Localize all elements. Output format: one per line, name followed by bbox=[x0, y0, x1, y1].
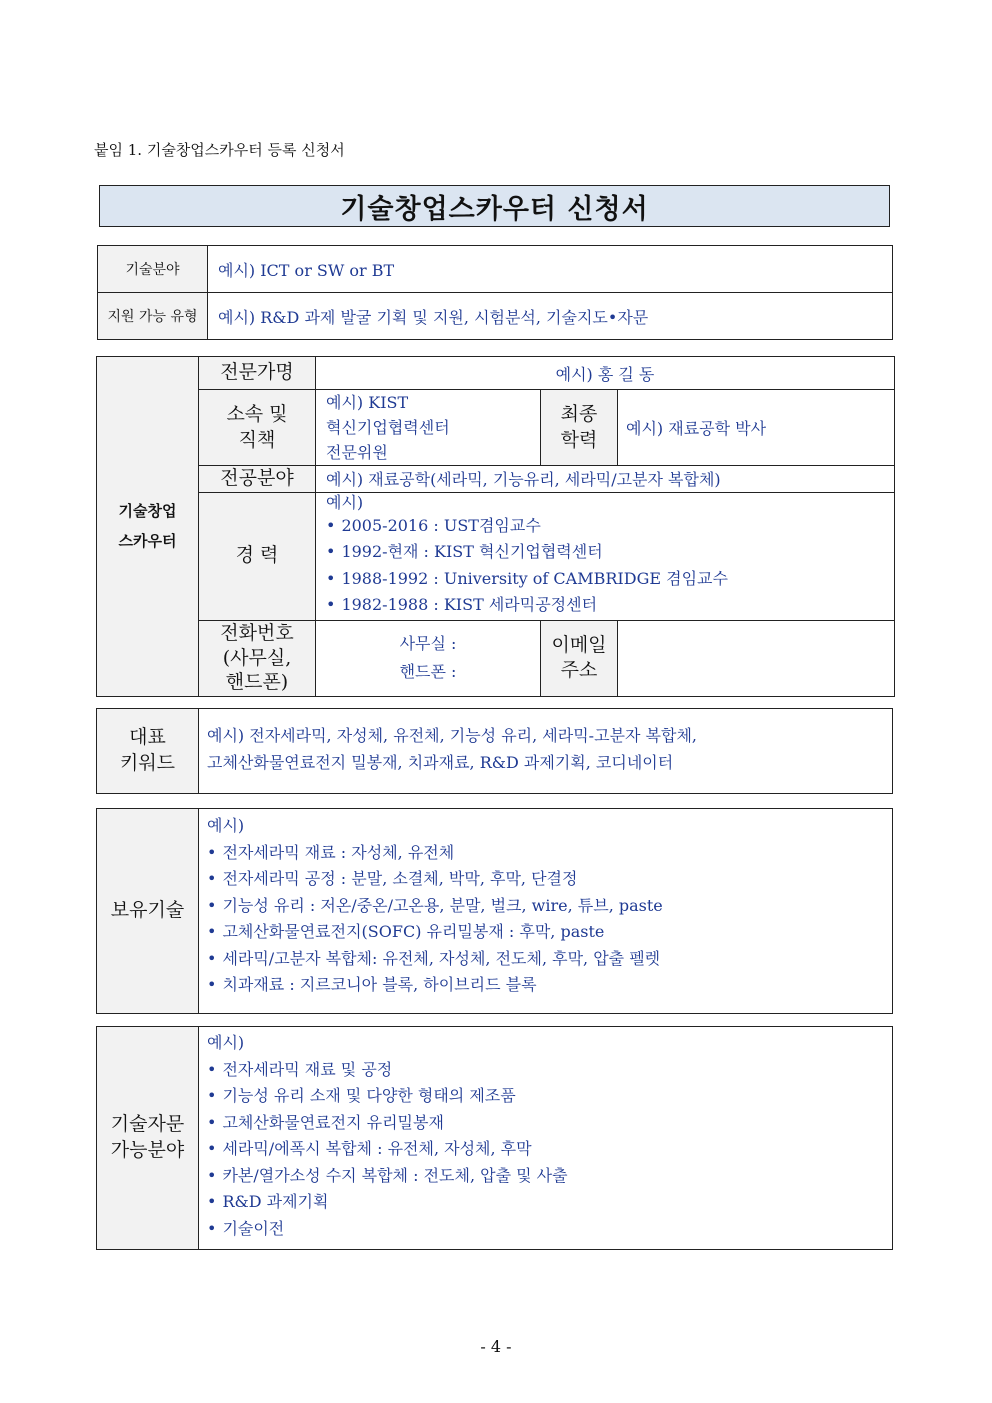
bullet-icon: • bbox=[207, 1139, 217, 1158]
affiliation-value bbox=[316, 390, 541, 466]
career-item: • 1992-현재 : KIST 혁신기업협력센터 bbox=[326, 542, 603, 562]
consult-item: • 기능성 유리 소재 및 다양한 형태의 제조품 bbox=[207, 1086, 516, 1105]
degree-label bbox=[541, 390, 618, 466]
affiliation-line: 전문위원 bbox=[326, 443, 388, 462]
mobile-phone-label: 핸드폰 : bbox=[399, 662, 457, 682]
bullet-icon: • bbox=[207, 1165, 217, 1185]
consult-item: • R&D 과제기획 bbox=[207, 1192, 329, 1211]
owned-tech-item: • 세라믹/고분자 복합체: 유전체, 자성체, 전도체, 후막, 압출 펠렛 bbox=[207, 948, 661, 968]
phone-label bbox=[199, 620, 316, 696]
tech-field-label: 기술분야 bbox=[98, 246, 208, 293]
consult-item: • 기술이전 bbox=[207, 1218, 285, 1238]
email-label-line2: 주소 bbox=[560, 659, 598, 682]
office-phone-label: 사무실 : bbox=[399, 634, 457, 654]
phone-label-line1: 전화번호 bbox=[220, 622, 294, 645]
bullet-icon: • bbox=[207, 1059, 217, 1079]
bullet-icon: • bbox=[207, 975, 217, 994]
career-label: 경 력 bbox=[199, 492, 316, 620]
owned-tech-table bbox=[96, 808, 893, 1014]
keywords-line: 예시) 전자세라믹, 자성체, 유전체, 기능성 유리, 세라믹-고분자 복합체, bbox=[207, 726, 697, 745]
name-label: 전문가명 bbox=[199, 357, 316, 390]
owned-tech-value bbox=[199, 809, 893, 1014]
owned-tech-label: 보유기술 bbox=[97, 809, 199, 1014]
career-intro: 예시) bbox=[326, 492, 364, 512]
consult-item: • 세라믹/에폭시 복합체 : 유전체, 자성체, 후막 bbox=[207, 1139, 532, 1158]
phone-label-line2: (사무실, bbox=[222, 646, 292, 669]
affiliation-line: 혁신기업협력센터 bbox=[326, 418, 450, 437]
career-value bbox=[316, 492, 895, 620]
career-item: • 1982-1988 : KIST 세라믹공정센터 bbox=[326, 595, 598, 615]
affiliation-label-line1: 소속 및 bbox=[226, 402, 288, 425]
tech-field-value: 예시) ICT or SW or BT bbox=[208, 246, 893, 293]
bullet-icon: • bbox=[326, 568, 336, 588]
keywords-label-line2: 키워드 bbox=[119, 752, 176, 774]
affiliation-line: 예시) KIST bbox=[326, 393, 409, 412]
owned-tech-item: • 치과재료 : 지르코니아 블록, 하이브리드 블록 bbox=[207, 975, 537, 994]
phone-value bbox=[316, 620, 541, 696]
affiliation-label-line2: 직책 bbox=[238, 428, 276, 451]
owned-tech-item: • 고체산화물연료전지(SOFC) 유리밀봉재 : 후막, paste bbox=[207, 922, 605, 941]
career-item: • 1988-1992 : University of CAMBRIDGE 겸임교수 bbox=[326, 568, 728, 588]
bullet-icon: • bbox=[207, 922, 217, 941]
owned-tech-item: • 전자세라믹 재료 : 자성체, 유전체 bbox=[207, 842, 455, 862]
email-label-line1: 이메일 bbox=[551, 633, 607, 656]
scouter-label-line1: 기술창업 bbox=[118, 502, 177, 521]
degree-label-line2: 학력 bbox=[560, 428, 598, 451]
owned-tech-intro: 예시) bbox=[207, 816, 245, 835]
email-value bbox=[618, 620, 895, 696]
tech-field-table bbox=[97, 245, 893, 340]
bullet-icon: • bbox=[207, 1112, 217, 1132]
consult-value bbox=[199, 1027, 893, 1250]
consult-label-line1: 기술자문 bbox=[110, 1113, 185, 1136]
scouter-section-label bbox=[97, 357, 199, 697]
phone-label-line3: 핸드폰) bbox=[225, 671, 289, 694]
bullet-icon: • bbox=[207, 869, 217, 888]
scouter-table bbox=[96, 356, 895, 697]
affiliation-label bbox=[199, 390, 316, 466]
consult-label-line2: 가능분야 bbox=[110, 1139, 185, 1161]
consult-item: • 카본/열가소성 수지 복합체 : 전도체, 압출 및 사출 bbox=[207, 1165, 568, 1185]
consult-label bbox=[97, 1027, 199, 1250]
scouter-label-line2: 스카우터 bbox=[118, 532, 177, 551]
degree-label-line1: 최종 bbox=[560, 402, 598, 425]
consult-item: • 고체산화물연료전지 유리밀봉재 bbox=[207, 1112, 444, 1132]
bullet-icon: • bbox=[207, 842, 217, 862]
bullet-icon: • bbox=[326, 515, 336, 535]
keywords-value bbox=[199, 709, 893, 794]
major-value: 예시) 재료공학(세라믹, 기능유리, 세라믹/고분자 복합체) bbox=[316, 466, 895, 493]
keywords-line: 고체산화물연료전지 밀봉재, 치과재료, R&D 과제기획, 코디네이터 bbox=[207, 752, 674, 772]
name-value: 예시) 홍 길 동 bbox=[316, 357, 895, 390]
major-label: 전공분야 bbox=[199, 466, 316, 493]
keywords-label-line1: 대표 bbox=[129, 726, 166, 749]
attachment-title: 붙임 1. 기술창업스카우터 등록 신청서 bbox=[94, 141, 345, 159]
consult-item: • 전자세라믹 재료 및 공정 bbox=[207, 1059, 393, 1079]
consult-table bbox=[96, 1026, 893, 1250]
owned-tech-item: • 기능성 유리 : 저온/중온/고온용, 분말, 벌크, wire, 튜브, paste bbox=[207, 895, 663, 915]
bullet-icon: • bbox=[326, 595, 336, 615]
email-label bbox=[541, 620, 618, 696]
owned-tech-item: • 전자세라믹 공정 : 분말, 소결체, 박막, 후막, 단결정 bbox=[207, 869, 578, 888]
consult-intro: 예시) bbox=[207, 1033, 245, 1052]
support-type-value: 예시) R&D 과제 발굴 기획 및 지원, 시험분석, 기술지도•자문 bbox=[208, 293, 893, 340]
career-item: • 2005-2016 : UST겸임교수 bbox=[326, 515, 541, 535]
degree-value: 예시) 재료공학 박사 bbox=[618, 390, 895, 466]
bullet-icon: • bbox=[207, 948, 217, 968]
keywords-label bbox=[97, 709, 199, 794]
bullet-icon: • bbox=[207, 1192, 217, 1211]
bullet-icon: • bbox=[207, 1086, 217, 1105]
page-number: - 4 - bbox=[480, 1337, 512, 1356]
bullet-icon: • bbox=[207, 1218, 217, 1238]
support-type-label: 지원 가능 유형 bbox=[98, 293, 208, 340]
bullet-icon: • bbox=[207, 895, 217, 915]
keywords-table bbox=[96, 708, 893, 794]
form-title: 기술창업스카우터 신청서 bbox=[99, 185, 890, 227]
bullet-icon: • bbox=[326, 542, 336, 562]
